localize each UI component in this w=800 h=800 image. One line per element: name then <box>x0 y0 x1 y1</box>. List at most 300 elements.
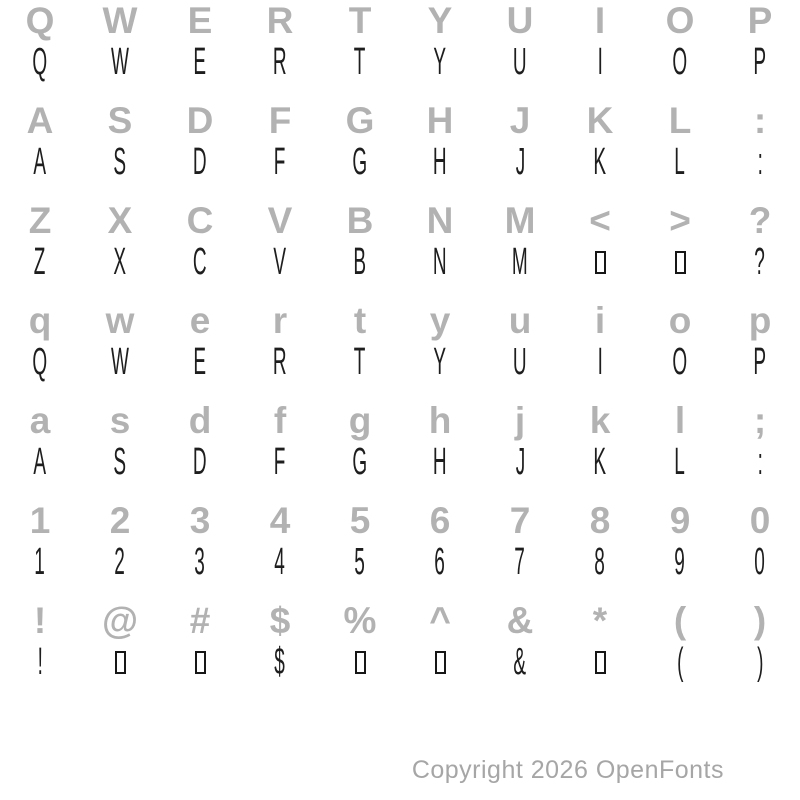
rendered-glyph: A <box>33 441 47 483</box>
row-qwerty-lowercase <box>0 300 800 400</box>
rendered-cell <box>400 642 480 682</box>
rendered-glyph: K <box>593 141 607 183</box>
reference-cell <box>160 0 240 40</box>
reference-cell <box>560 200 640 240</box>
reference-cell <box>560 0 640 40</box>
rendered-cell <box>400 142 480 182</box>
rendered-glyph: Q <box>32 341 48 383</box>
rendered-glyph: H <box>433 441 447 483</box>
reference-glyph: s <box>109 399 131 441</box>
reference-cell <box>80 400 160 440</box>
reference-cell <box>160 200 240 240</box>
missing-glyph-box <box>595 251 606 274</box>
rendered-cell <box>240 242 320 282</box>
rendered-cell <box>320 542 400 582</box>
rendered-glyph: E <box>193 41 207 83</box>
rendered-glyph: K <box>593 441 607 483</box>
rendered-cell <box>720 642 800 682</box>
reference-cell <box>480 500 560 540</box>
reference-glyph: Z <box>28 199 52 241</box>
rendered-glyph: E <box>193 341 207 383</box>
reference-glyph: ) <box>753 599 767 641</box>
reference-row <box>0 500 800 540</box>
missing-glyph-box <box>675 251 686 274</box>
rendered-glyph: X <box>113 241 127 283</box>
reference-glyph: F <box>268 99 292 141</box>
reference-cell <box>160 600 240 640</box>
rendered-cell <box>480 542 560 582</box>
rendered-cell <box>240 42 320 82</box>
rendered-cell <box>560 442 640 482</box>
reference-glyph: K <box>586 99 614 141</box>
reference-glyph: C <box>186 199 214 241</box>
reference-cell <box>80 600 160 640</box>
reference-glyph: Q <box>25 0 55 41</box>
reference-cell <box>160 300 240 340</box>
rendered-glyph: P <box>753 341 767 383</box>
rendered-glyph: 0 <box>754 541 766 583</box>
reference-cell <box>560 500 640 540</box>
rendered-glyph: R <box>273 341 287 383</box>
reference-glyph: : <box>753 99 767 141</box>
missing-glyph-box <box>595 651 606 674</box>
rendered-glyph: G <box>352 441 368 483</box>
rendered-cell <box>720 242 800 282</box>
rendered-cell <box>0 642 80 682</box>
rendered-cell <box>640 542 720 582</box>
reference-glyph: q <box>28 299 52 341</box>
rendered-cell <box>400 242 480 282</box>
rendered-glyph: J <box>515 141 525 183</box>
reference-cell <box>640 100 720 140</box>
missing-glyph-box <box>355 651 366 674</box>
row-qwerty-uppercase <box>0 0 800 100</box>
reference-cell <box>320 600 400 640</box>
rendered-cell <box>560 242 640 282</box>
rendered-row <box>0 242 800 282</box>
reference-cell <box>0 200 80 240</box>
rendered-glyph: T <box>354 341 366 383</box>
rendered-cell <box>640 42 720 82</box>
reference-cell <box>640 200 720 240</box>
reference-glyph: r <box>272 299 288 341</box>
reference-row <box>0 100 800 140</box>
reference-cell <box>480 100 560 140</box>
row-zxcv-uppercase <box>0 200 800 300</box>
reference-glyph: ! <box>33 599 47 641</box>
rendered-row <box>0 342 800 382</box>
rendered-glyph: L <box>674 441 686 483</box>
rendered-glyph: Y <box>433 341 447 383</box>
reference-cell <box>720 100 800 140</box>
row-asdf-lowercase <box>0 400 800 500</box>
reference-glyph: & <box>506 599 534 641</box>
rendered-cell <box>160 442 240 482</box>
rendered-cell <box>0 442 80 482</box>
rendered-cell <box>400 542 480 582</box>
reference-row <box>0 0 800 40</box>
reference-cell <box>240 100 320 140</box>
reference-cell <box>240 0 320 40</box>
reference-cell <box>240 600 320 640</box>
rendered-cell <box>320 42 400 82</box>
reference-cell <box>240 200 320 240</box>
rendered-glyph: F <box>274 441 286 483</box>
rendered-glyph: I <box>597 41 603 83</box>
rendered-cell <box>320 242 400 282</box>
reference-cell <box>80 200 160 240</box>
rendered-glyph: S <box>113 441 127 483</box>
reference-glyph: D <box>186 99 214 141</box>
rendered-cell <box>320 142 400 182</box>
reference-cell <box>0 400 80 440</box>
rendered-cell <box>720 142 800 182</box>
reference-cell <box>640 600 720 640</box>
reference-cell <box>80 100 160 140</box>
reference-cell <box>400 0 480 40</box>
rendered-cell <box>400 42 480 82</box>
reference-glyph: 9 <box>669 499 691 541</box>
reference-glyph: S <box>107 99 133 141</box>
rendered-glyph: Y <box>433 41 447 83</box>
rendered-cell <box>240 542 320 582</box>
rendered-cell <box>480 42 560 82</box>
rendered-glyph: D <box>193 441 207 483</box>
rendered-cell <box>80 542 160 582</box>
rendered-glyph: B <box>353 241 367 283</box>
rendered-cell <box>160 42 240 82</box>
missing-glyph-box <box>195 651 206 674</box>
reference-cell <box>480 0 560 40</box>
reference-glyph: h <box>428 399 452 441</box>
reference-cell <box>560 600 640 640</box>
reference-glyph: 2 <box>109 499 131 541</box>
reference-glyph: 1 <box>29 499 51 541</box>
rendered-cell <box>0 142 80 182</box>
reference-glyph: 8 <box>589 499 611 541</box>
reference-cell <box>560 100 640 140</box>
reference-row <box>0 200 800 240</box>
reference-cell <box>640 0 720 40</box>
reference-glyph: ^ <box>429 599 451 641</box>
reference-glyph: A <box>26 99 54 141</box>
rendered-row <box>0 42 800 82</box>
reference-glyph: g <box>348 399 372 441</box>
rendered-cell <box>240 342 320 382</box>
rendered-cell <box>560 342 640 382</box>
reference-cell <box>400 600 480 640</box>
rendered-glyph: 6 <box>434 541 446 583</box>
rendered-glyph: & <box>513 641 527 683</box>
rendered-cell <box>320 442 400 482</box>
reference-glyph: P <box>747 0 773 41</box>
reference-cell <box>0 0 80 40</box>
reference-cell <box>80 300 160 340</box>
reference-glyph: k <box>589 399 611 441</box>
reference-glyph: E <box>187 0 213 41</box>
reference-glyph: 3 <box>189 499 211 541</box>
rendered-cell <box>640 442 720 482</box>
reference-glyph: % <box>343 599 377 641</box>
reference-glyph: * <box>592 599 608 641</box>
reference-cell <box>400 500 480 540</box>
reference-cell <box>0 100 80 140</box>
reference-cell <box>480 200 560 240</box>
rendered-cell <box>640 142 720 182</box>
rendered-cell <box>320 642 400 682</box>
rendered-glyph: M <box>512 241 528 283</box>
reference-glyph: ( <box>673 599 687 641</box>
rendered-glyph: Q <box>32 41 48 83</box>
reference-glyph: $ <box>269 599 291 641</box>
reference-glyph: ; <box>753 399 767 441</box>
reference-cell <box>160 100 240 140</box>
reference-cell <box>0 500 80 540</box>
reference-cell <box>320 500 400 540</box>
rendered-cell <box>720 542 800 582</box>
rendered-glyph: ) <box>756 641 764 683</box>
reference-cell <box>320 200 400 240</box>
rendered-cell <box>720 342 800 382</box>
rendered-cell <box>560 642 640 682</box>
rendered-cell <box>400 342 480 382</box>
rendered-glyph: I <box>597 341 603 383</box>
reference-cell <box>0 600 80 640</box>
reference-cell <box>240 400 320 440</box>
reference-glyph: u <box>508 299 532 341</box>
rendered-glyph: 5 <box>354 541 366 583</box>
reference-glyph: i <box>594 299 606 341</box>
reference-glyph: J <box>509 99 531 141</box>
reference-glyph: M <box>504 199 536 241</box>
reference-cell <box>400 400 480 440</box>
row-symbols <box>0 600 800 700</box>
reference-cell <box>720 500 800 540</box>
rendered-cell <box>320 342 400 382</box>
rendered-glyph: P <box>753 41 767 83</box>
rendered-cell <box>240 442 320 482</box>
rendered-cell <box>0 42 80 82</box>
reference-cell <box>240 500 320 540</box>
rendered-glyph: N <box>433 241 447 283</box>
rendered-row <box>0 442 800 482</box>
rendered-glyph: 9 <box>674 541 686 583</box>
rendered-cell <box>480 342 560 382</box>
reference-glyph: H <box>426 99 454 141</box>
rendered-glyph: C <box>193 241 207 283</box>
rendered-glyph: ! <box>37 641 43 683</box>
rendered-glyph: H <box>433 141 447 183</box>
reference-glyph: < <box>589 199 611 241</box>
rendered-glyph: 4 <box>274 541 286 583</box>
reference-cell <box>400 100 480 140</box>
rendered-cell <box>80 642 160 682</box>
reference-glyph: d <box>188 399 212 441</box>
rendered-glyph: O <box>672 341 688 383</box>
rendered-cell <box>160 642 240 682</box>
reference-glyph: o <box>668 299 692 341</box>
reference-glyph: 4 <box>269 499 291 541</box>
rendered-cell <box>400 442 480 482</box>
reference-cell <box>720 400 800 440</box>
rendered-glyph: 1 <box>34 541 46 583</box>
rendered-cell <box>480 142 560 182</box>
rendered-cell <box>0 342 80 382</box>
reference-glyph: U <box>506 0 534 41</box>
rendered-glyph: 8 <box>594 541 606 583</box>
reference-cell <box>720 600 800 640</box>
missing-glyph-box <box>115 651 126 674</box>
reference-glyph: a <box>29 399 51 441</box>
rendered-glyph: : <box>757 141 763 183</box>
rendered-glyph: W <box>111 341 129 383</box>
rendered-glyph: G <box>352 141 368 183</box>
reference-cell <box>240 300 320 340</box>
reference-row <box>0 400 800 440</box>
reference-glyph: B <box>346 199 374 241</box>
rendered-cell <box>640 642 720 682</box>
rendered-row <box>0 542 800 582</box>
rendered-cell <box>560 42 640 82</box>
reference-glyph: T <box>348 0 372 41</box>
rendered-glyph: 7 <box>514 541 526 583</box>
rendered-glyph: 2 <box>114 541 126 583</box>
rendered-cell <box>0 242 80 282</box>
reference-glyph: > <box>669 199 691 241</box>
rendered-glyph: J <box>515 441 525 483</box>
rendered-cell <box>640 242 720 282</box>
rendered-glyph: L <box>674 141 686 183</box>
row-digits <box>0 500 800 600</box>
reference-cell <box>720 200 800 240</box>
rendered-glyph: 3 <box>194 541 206 583</box>
reference-cell <box>160 400 240 440</box>
rendered-glyph: Z <box>34 241 46 283</box>
rendered-cell <box>160 542 240 582</box>
reference-glyph: G <box>345 99 375 141</box>
reference-glyph: 6 <box>429 499 451 541</box>
rendered-cell <box>0 542 80 582</box>
reference-glyph: W <box>102 0 138 41</box>
rendered-cell <box>480 642 560 682</box>
rendered-cell <box>160 142 240 182</box>
rendered-row <box>0 142 800 182</box>
rendered-cell <box>160 342 240 382</box>
reference-cell <box>0 300 80 340</box>
reference-cell <box>720 300 800 340</box>
rendered-glyph: : <box>757 441 763 483</box>
rendered-glyph: F <box>274 141 286 183</box>
reference-cell <box>160 500 240 540</box>
reference-row <box>0 300 800 340</box>
row-asdf-uppercase <box>0 100 800 200</box>
rendered-glyph: W <box>111 41 129 83</box>
reference-cell <box>320 0 400 40</box>
rendered-glyph: V <box>273 241 287 283</box>
reference-cell <box>480 300 560 340</box>
rendered-cell <box>80 242 160 282</box>
reference-cell <box>80 0 160 40</box>
rendered-glyph: S <box>113 141 127 183</box>
reference-glyph: ? <box>748 199 772 241</box>
rendered-cell <box>80 142 160 182</box>
reference-glyph: @ <box>101 599 139 641</box>
rendered-cell <box>640 342 720 382</box>
reference-glyph: 0 <box>749 499 771 541</box>
reference-cell <box>640 500 720 540</box>
reference-glyph: 5 <box>349 499 371 541</box>
rendered-cell <box>560 542 640 582</box>
reference-glyph: # <box>189 599 211 641</box>
reference-glyph: R <box>266 0 294 41</box>
rendered-glyph: D <box>193 141 207 183</box>
reference-cell <box>480 400 560 440</box>
rendered-cell <box>240 642 320 682</box>
rendered-cell <box>80 42 160 82</box>
reference-cell <box>320 300 400 340</box>
rendered-glyph: ? <box>754 241 766 283</box>
rendered-cell <box>720 442 800 482</box>
rendered-cell <box>480 442 560 482</box>
rendered-row <box>0 642 800 682</box>
reference-cell <box>480 600 560 640</box>
rendered-glyph: U <box>513 341 527 383</box>
reference-glyph: w <box>105 299 135 341</box>
reference-glyph: L <box>668 99 692 141</box>
reference-cell <box>400 200 480 240</box>
reference-cell <box>320 100 400 140</box>
rendered-cell <box>80 342 160 382</box>
reference-glyph: j <box>514 399 526 441</box>
rendered-glyph: O <box>672 41 688 83</box>
reference-glyph: O <box>665 0 695 41</box>
reference-glyph: V <box>267 199 293 241</box>
rendered-cell <box>560 142 640 182</box>
rendered-glyph: $ <box>274 641 286 683</box>
missing-glyph-box <box>435 651 446 674</box>
reference-cell <box>400 300 480 340</box>
rendered-cell <box>240 142 320 182</box>
reference-glyph: N <box>426 199 454 241</box>
rendered-glyph: U <box>513 41 527 83</box>
reference-cell <box>560 400 640 440</box>
reference-cell <box>640 400 720 440</box>
reference-glyph: X <box>107 199 133 241</box>
reference-glyph: I <box>594 0 606 41</box>
rendered-glyph: A <box>33 141 47 183</box>
rendered-glyph: T <box>354 41 366 83</box>
reference-glyph: y <box>429 299 451 341</box>
reference-glyph: Y <box>427 0 453 41</box>
reference-glyph: 7 <box>509 499 531 541</box>
reference-glyph: e <box>189 299 211 341</box>
rendered-glyph: ( <box>676 641 684 683</box>
reference-cell <box>320 400 400 440</box>
rendered-glyph: R <box>273 41 287 83</box>
reference-cell <box>560 300 640 340</box>
rendered-cell <box>480 242 560 282</box>
reference-row <box>0 600 800 640</box>
rendered-cell <box>80 442 160 482</box>
reference-cell <box>720 0 800 40</box>
reference-cell <box>640 300 720 340</box>
copyright-text: Copyright 2026 OpenFonts <box>411 756 724 784</box>
reference-glyph: l <box>674 399 686 441</box>
reference-glyph: f <box>273 399 287 441</box>
reference-glyph: t <box>353 299 367 341</box>
rendered-cell <box>720 42 800 82</box>
reference-glyph: p <box>748 299 772 341</box>
